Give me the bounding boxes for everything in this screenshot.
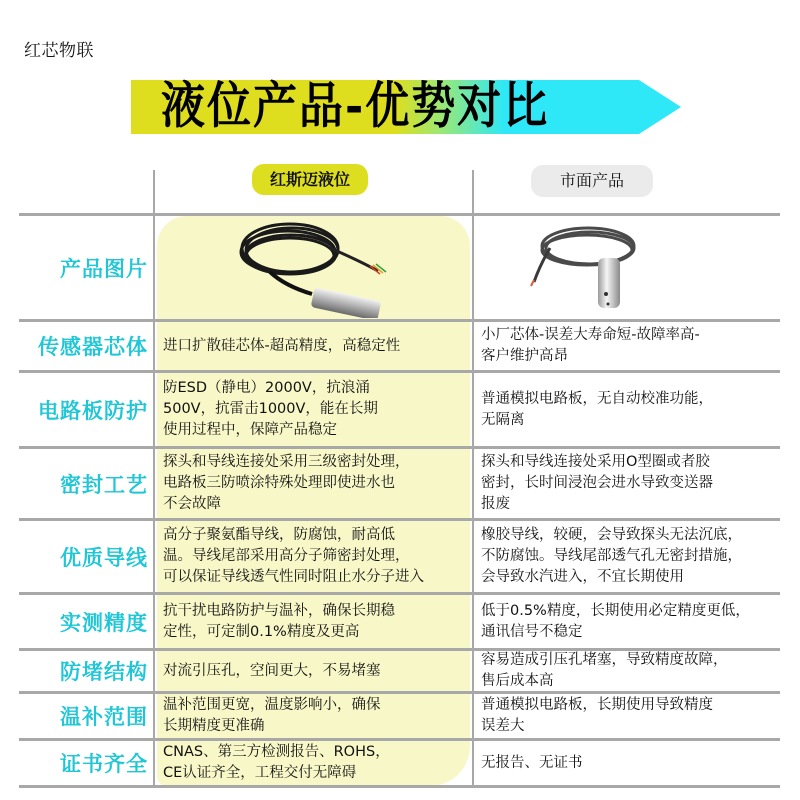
row-divider <box>19 785 780 788</box>
product-image-market <box>520 220 650 318</box>
cell-ours-temp-comp: 温补范围更宽，温度影响小，确保 长期精度更准确 <box>163 697 381 734</box>
row-label-product-image: 产品图片 <box>60 255 148 281</box>
cell-ours-accuracy: 抗干扰电路防护与温补，确保长期稳 定性，可定制0.1%精度及更高 <box>163 602 395 640</box>
cell-ours-anti-clog: 对流引压孔，空间更大，不易堵塞 <box>163 662 381 679</box>
cell-market-certificates: 无报告、无证书 <box>481 754 583 771</box>
row-label-sealing: 密封工艺 <box>60 471 148 497</box>
row-label-temp-comp: 温补范围 <box>60 704 148 729</box>
cell-market-sensor-core: 小厂芯体-误差大寿命短-故障率高- 客户维护高昂 <box>481 327 700 364</box>
cell-market-cable: 橡胶导线，较硬，会导致探头无法沉底， 不防腐蚀。导线尾部透气孔无密封措施， 会导致水汽进入，不宜长期使用 <box>481 527 742 585</box>
cell-ours-certificates: CNAS、第三方检测报告、ROHS， CE认证齐全，工程交付无障碍 <box>163 744 390 781</box>
cell-ours-circuit-protection: 防ESD（静电）2000V，抗浪涌 500V，抗雷击1000V，能在长期 使用过程中，保障产品稳定 <box>163 380 378 438</box>
cell-market-accuracy: 低于0.5%精度，长期使用必定精度更低， 通讯信号不稳定 <box>481 602 750 640</box>
cell-market-sealing: 探头和导线连接处采用O型圈或者胶 密封，长时间浸泡会进水导致变送器 报废 <box>481 454 713 512</box>
column-header-ours: 红斯迈液位 <box>252 164 368 195</box>
row-label-cable: 优质导线 <box>60 544 148 570</box>
cell-ours-cable: 高分子聚氨酯导线，防腐蚀，耐高低 温。导线尾部采用高分子筛密封处理， 可以保证导线透气性同时阻止水分子进入 <box>163 527 424 585</box>
row-label-certificates: 证书齐全 <box>60 751 148 776</box>
row-label-sensor-core: 传感器芯体 <box>38 334 148 359</box>
cell-market-circuit-protection: 普通模拟电路板，无自动校准功能， 无隔离 <box>481 390 713 428</box>
product-image-ours <box>230 216 400 318</box>
title-banner <box>131 77 681 135</box>
cell-market-anti-clog: 容易造成引压孔堵塞，导致精度故障， 售后成本高 <box>481 652 728 689</box>
column-header-market: 市面产品 <box>531 165 653 197</box>
brand-name: 红芯物联 <box>24 41 94 61</box>
banner-title: 液位产品-优势对比 <box>161 77 550 135</box>
cell-ours-sensor-core: 进口扩散硅芯体-超高精度，高稳定性 <box>163 337 401 354</box>
row-label-accuracy: 实测精度 <box>60 609 148 635</box>
cell-market-temp-comp: 普通模拟电路板，长期使用导致精度 误差大 <box>481 697 713 734</box>
row-label-anti-clog: 防堵结构 <box>60 659 148 684</box>
cell-ours-sealing: 探头和导线连接处采用三级密封处理， 电路板三防喷涂特殊处理即使进水也 不会故障 <box>163 454 410 512</box>
row-label-circuit-protection: 电路板防护 <box>38 397 148 423</box>
